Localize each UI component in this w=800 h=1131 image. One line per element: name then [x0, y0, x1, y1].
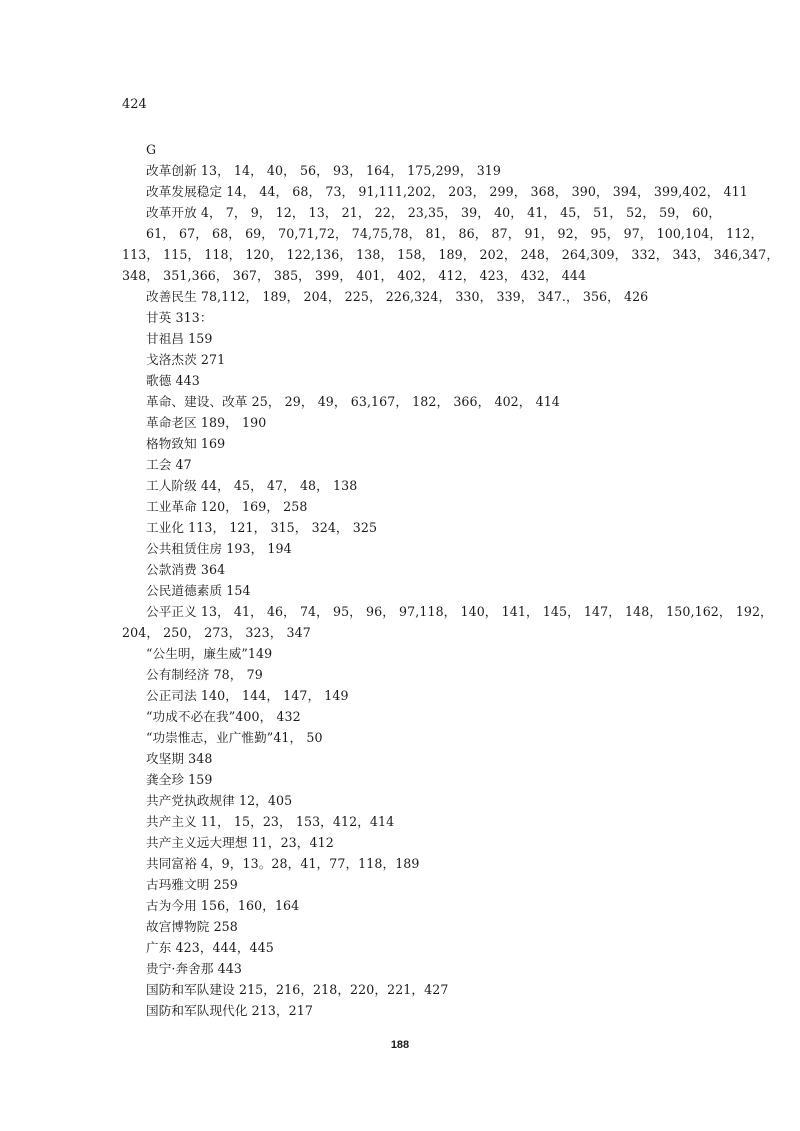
index-entry: 古玛雅文明 259	[146, 877, 238, 892]
index-entry: 故宫博物院 258	[146, 919, 238, 934]
index-entry: 改革发展稳定 14， 44， 68， 73， 91,111,202， 203， 299， 368， 390， 394， 399,402， 411	[146, 184, 748, 199]
section-letter: G	[146, 142, 157, 157]
header-number: 424	[122, 97, 147, 112]
index-entry: 工会 47	[146, 457, 192, 472]
index-entry: 古为今用 156，160，164	[146, 898, 300, 913]
index-entry: 甘英 313：	[146, 310, 213, 325]
index-entry-continuation: 113， 115， 118， 120， 122,136， 138， 158， 189， 202， 248， 264,309， 332， 343， 346,347，	[122, 247, 780, 262]
index-entry: 公有制经济 78， 79	[146, 667, 263, 682]
index-entry: 改革创新 13， 14， 40， 56， 93， 164， 175,299， 319	[146, 163, 502, 178]
index-entry: 工业革命 120， 169， 258	[146, 499, 308, 514]
index-entry: 公正司法 140， 144， 147， 149	[146, 688, 349, 703]
index-entry: 公共租赁住房 193， 194	[146, 541, 292, 556]
index-entry: “公生明，廉生威”149	[146, 646, 273, 661]
index-entry: 共产主义 11， 15，23， 153，412，414	[146, 814, 395, 829]
page-number: 188	[390, 1039, 410, 1051]
index-entry: 公款消费 364	[146, 562, 226, 577]
index-entry: 贵宁·奔舍那 443	[146, 961, 243, 976]
index-entry: 戈洛杰茨 271	[146, 352, 226, 367]
index-entry: 广东 423，444，445	[146, 940, 274, 955]
index-entry: 国防和军队建设 215，216，218，220，221，427	[146, 982, 449, 997]
index-entry: 共产主义远大理想 11，23，412	[146, 835, 334, 850]
index-entry: 革命老区 189， 190	[146, 415, 267, 430]
index-entry: 龚全珍 159	[146, 772, 213, 787]
index-entry: “功成不必在我”400， 432	[146, 709, 301, 724]
index-entry: “功崇惟志，业广惟勤”41， 50	[146, 730, 323, 745]
index-entry: 共产党执政规律 12，405	[146, 793, 293, 808]
index-entry-continuation: 348， 351,366， 367， 385， 399， 401， 402， 412， 423， 432， 444	[122, 268, 587, 283]
index-entry-continuation: 61， 67， 68， 69， 70,71,72， 74,75,78， 81， 86， 87， 91， 92， 95， 97， 100,104， 112，	[146, 226, 764, 241]
index-entry: 改革开放 4， 7， 9， 12， 13， 21， 22， 23,35， 39， 40， 41， 45， 51， 52， 59， 60，	[146, 205, 722, 220]
index-entry: 国防和军队现代化 213，217	[146, 1003, 314, 1018]
index-entry: 共同富裕 4，9，13。28，41，77，118，189	[146, 856, 420, 871]
index-entry: 工人阶级 44， 45， 47， 48， 138	[146, 478, 358, 493]
index-entry: 革命、建设、改革 25， 29， 49， 63,167， 182， 366， 402， 414	[146, 394, 560, 409]
index-entry: 工业化 113， 121， 315， 324， 325	[146, 520, 378, 535]
index-entry: 公民道德素质 154	[146, 583, 251, 598]
index-entry: 甘祖昌 159	[146, 331, 213, 346]
index-entry: 歌德 443	[146, 373, 200, 388]
index-entry: 改善民生 78,112， 189， 204， 225， 226,324， 330， 339， 347.， 356， 426	[146, 289, 649, 304]
index-entry: 格物致知 169	[146, 436, 226, 451]
index-entry-continuation: 204， 250， 273， 323， 347	[122, 625, 311, 640]
index-entry: 攻坚期 348	[146, 751, 213, 766]
index-entry: 公平正义 13， 41， 46， 74， 95， 96， 97,118， 140， 141， 145， 147， 148， 150,162， 192，	[146, 604, 773, 619]
